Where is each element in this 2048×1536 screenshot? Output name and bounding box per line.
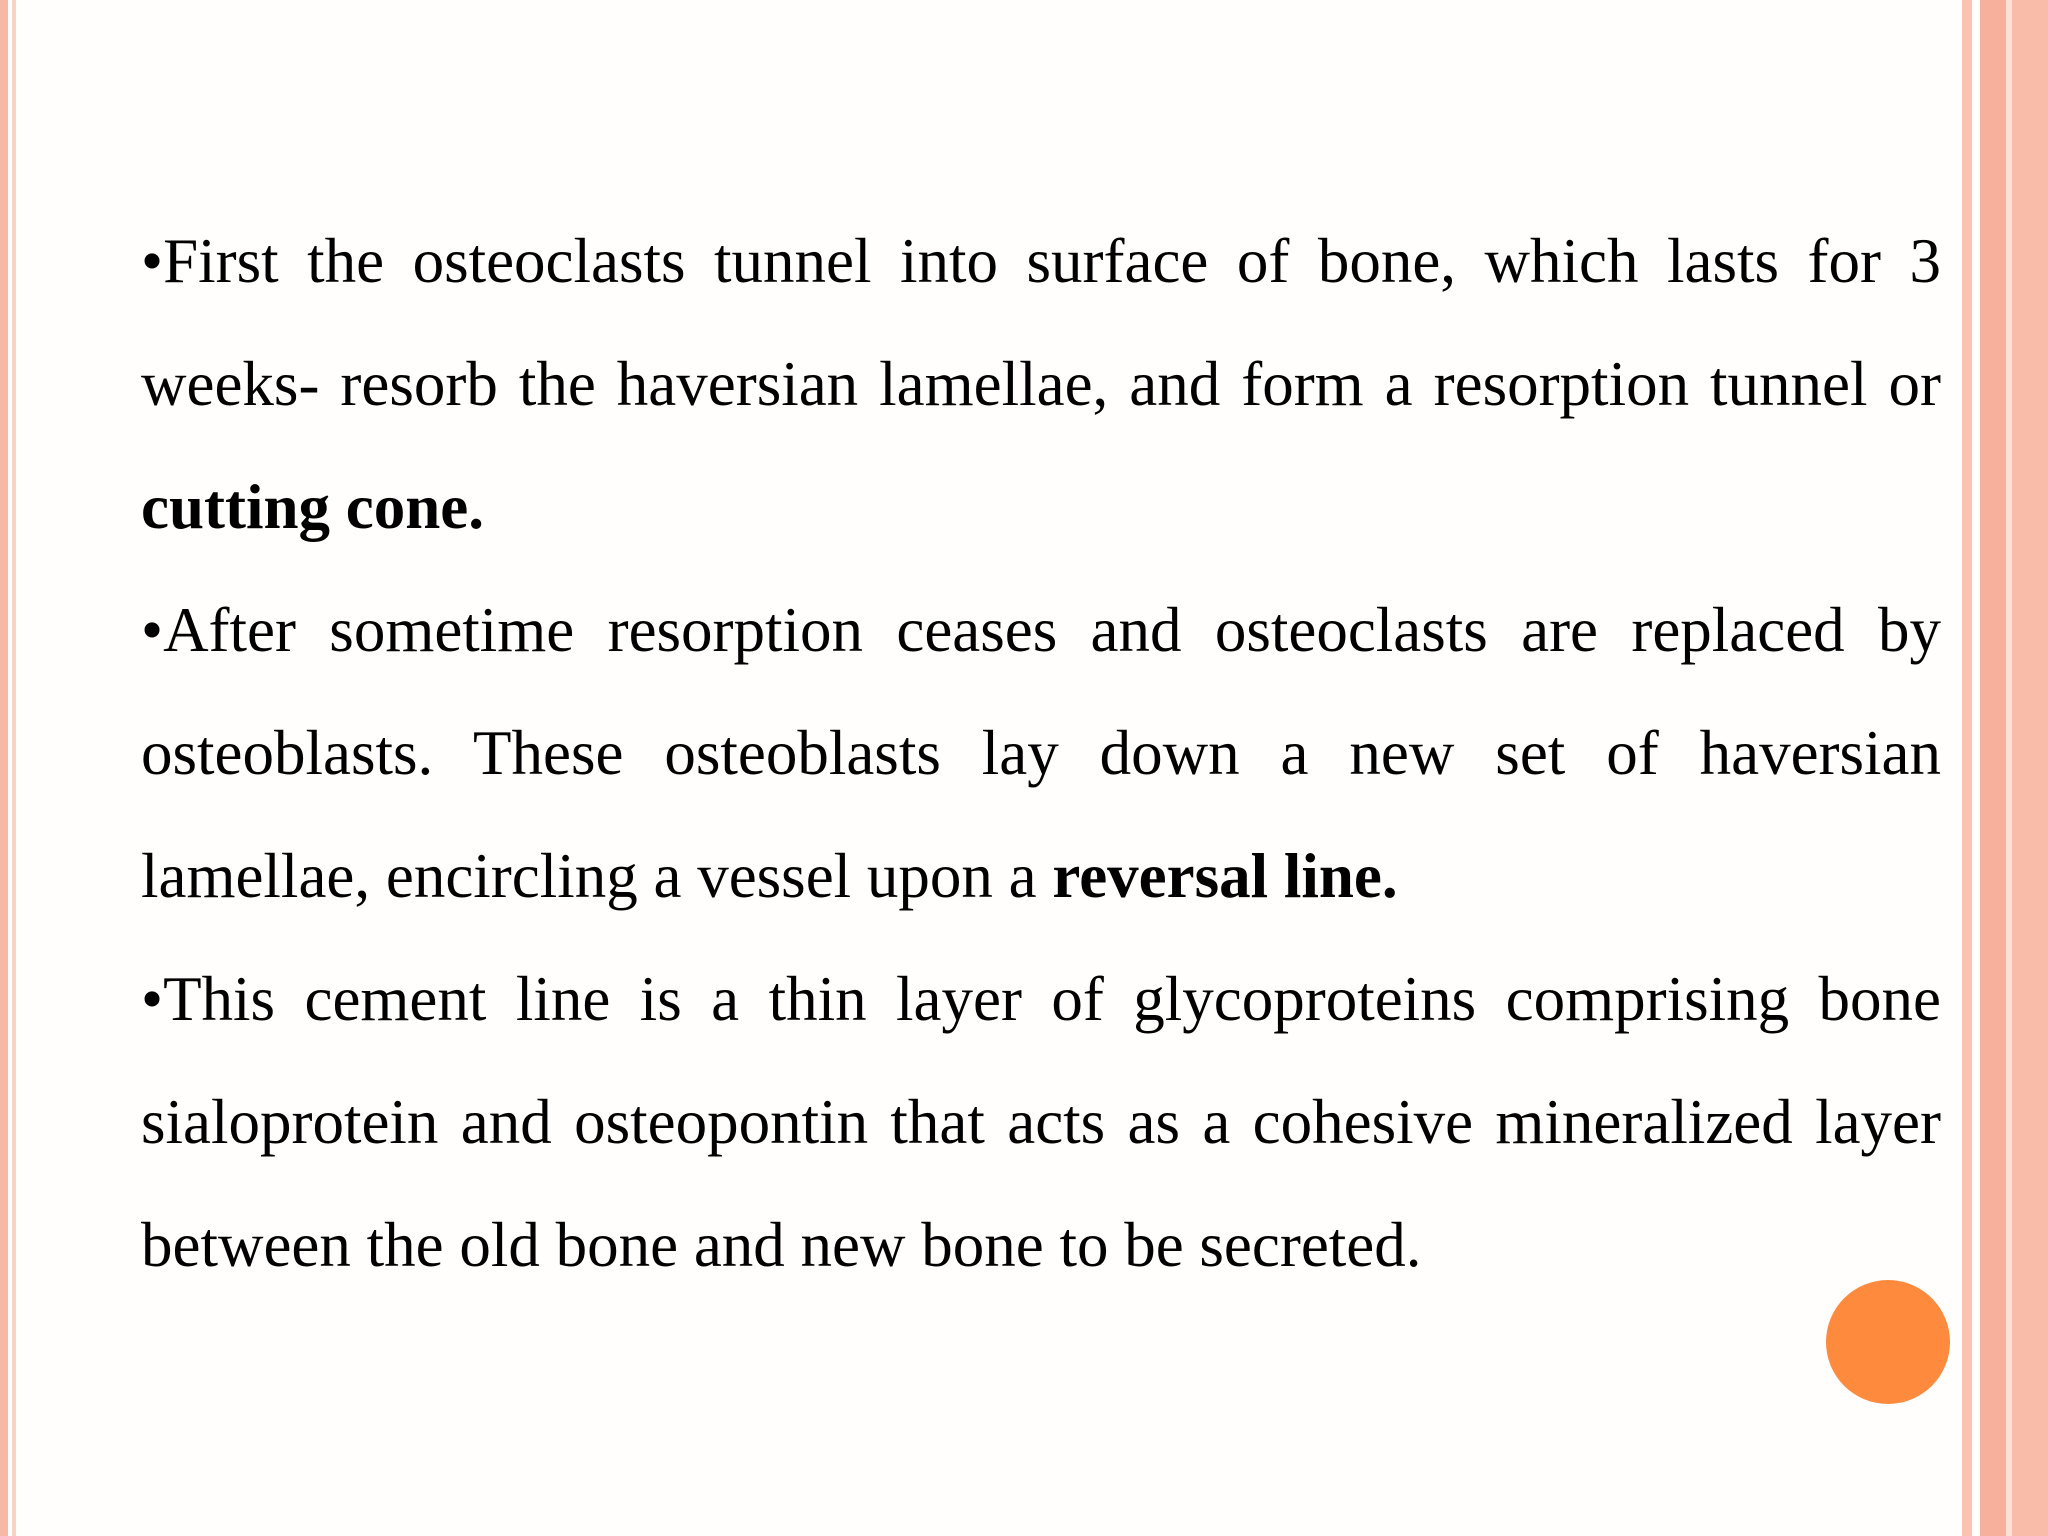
bullet-marker: • bbox=[141, 964, 164, 1034]
bullet-paragraph-2 bbox=[141, 569, 1941, 938]
paragraph-text: First the osteoclasts tunnel into surface of bone, which lasts for 3 weeks- resorb the haversian lamellae, and form a resorption tunnel or bbox=[141, 226, 1941, 419]
orange-circle-decoration bbox=[1826, 1280, 1950, 1404]
right-border-stripe-wide bbox=[1980, 0, 2006, 1536]
right-border-stripe-outer bbox=[2012, 0, 2048, 1536]
paragraph-text: After sometime resorption ceases and osteoclasts are replaced by osteoblasts. These osteoblasts lay down a new set of haversian lamellae, encircling a vessel upon a bbox=[141, 595, 1941, 911]
left-border-stripe-inner bbox=[12, 0, 16, 1536]
left-border-stripe bbox=[0, 0, 8, 1536]
slide-body bbox=[141, 200, 1941, 1307]
paragraph-text: This cement line is a thin layer of glycoproteins comprising bone sialoprotein and osteopontin that acts as a cohesive mineralized layer between the old bone and new bone to be secreted. bbox=[141, 964, 1941, 1280]
bold-term: reversal line. bbox=[1052, 841, 1398, 911]
bullet-paragraph-1 bbox=[141, 200, 1941, 569]
bullet-paragraph-3 bbox=[141, 938, 1941, 1307]
right-border-stripe-thin bbox=[1962, 0, 1972, 1536]
bullet-marker: • bbox=[141, 226, 164, 296]
bold-term: cutting cone. bbox=[141, 472, 484, 542]
bullet-marker: • bbox=[141, 595, 164, 665]
